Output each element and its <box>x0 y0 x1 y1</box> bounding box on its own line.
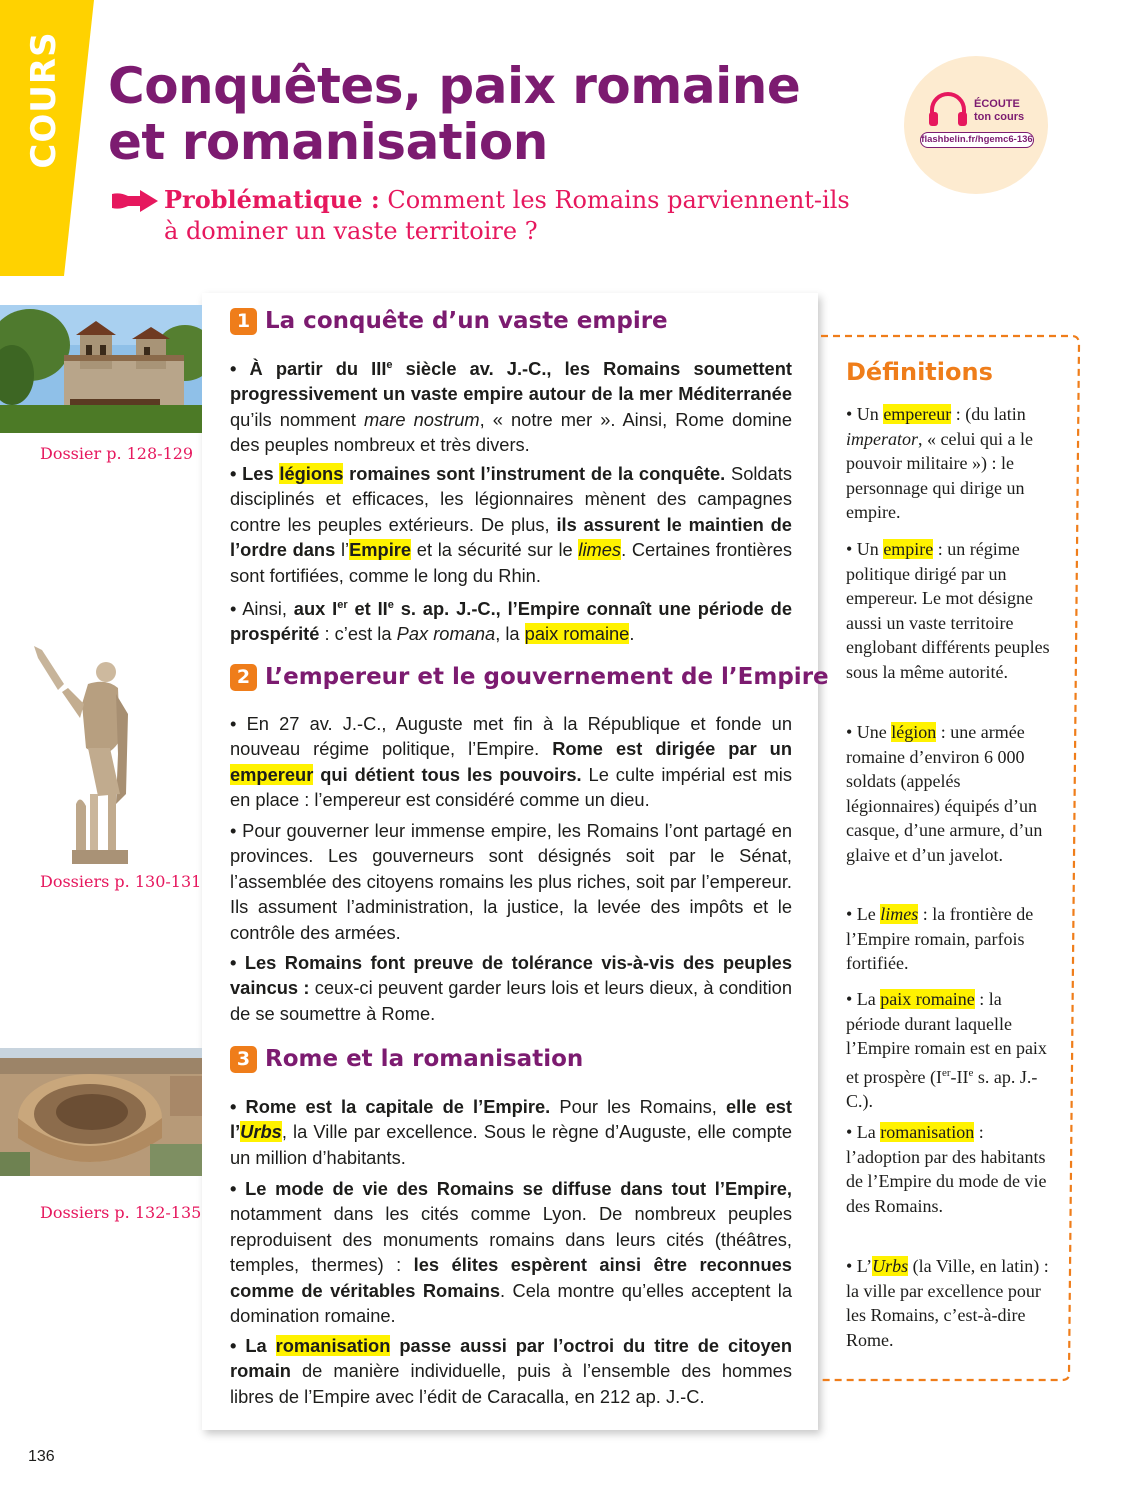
definition-empereur: • Un empereur : (du latin imperator, « celui qui a le pouvoir militaire ») : le personnage qui dirige un empire. <box>846 404 1033 523</box>
definition-urbs: • L’Urbs (la Ville, en latin) : la ville par excellence pour les Romains, c’est-à-dire Rome. <box>846 1256 1049 1350</box>
arrow-right-icon <box>112 190 158 212</box>
section-1-paragraph-2: • Les légions romaines sont l’instrument de la conquête. Soldats disciplinés et efficaces, les légionnaires mènent des campagnes contre les peuples extérieurs. De plus, ils assurent le maintien de l’ordre dans l’Empire et la sécurité sur le limes. Certaines frontières sont fortifiées, comme le long du Rhin. <box>230 463 793 586</box>
definition-limes: • Le limes : la frontière de l’Empire romain, parfois fortifiée. <box>846 904 1034 974</box>
colosseum-photo <box>0 1048 202 1176</box>
section-3-paragraph-3: • La romanisation passe aussi par l’octroi du titre de citoyen romain de manière individuelle, puis à l’ensemble des hommes libres de l’Empire avec l’édit de Caracalla, en 212 ap. J.-C. <box>230 1335 792 1407</box>
headphones-icon <box>928 92 968 128</box>
definition-legion: • Une légion : une armée romaine d’environ 6 000 soldats (appelés légionnaires) équipés d’un casque, d’une armure, d’un glaive et d’un javelot. <box>846 722 1043 865</box>
dossier-ref-2[interactable]: Dossiers p. 130-131 <box>40 872 202 891</box>
section-3-heading: 3 Rome et la romanisation <box>230 1046 583 1073</box>
cours-label: COURS <box>24 31 64 169</box>
highlight-romanisation: romanisation <box>275 1335 391 1356</box>
highlight-urbs: Urbs <box>240 1121 282 1143</box>
section-2-paragraph-3: • Les Romains font preuve de tolérance vis-à-vis des peuples vaincus : ceux-ci peuvent garder leurs lois et leurs dieux, à condition de se soumettre à Rome. <box>230 952 793 1024</box>
section-3-paragraph-2: • Le mode de vie des Romains se diffuse dans tout l’Empire, notamment dans les cités comme Lyon. De nombreux peuples reproduisent des monuments romains dans leurs cités (théâtres, temples, thermes) : les élites espèrent ainsi être reconnues comme de véritables Romains. Cela montre qu’elles acceptent la domination romaine. <box>230 1178 792 1327</box>
highlight-legions: légions <box>279 463 344 484</box>
problematique-question-2: à dominer un vaste territoire ? <box>164 217 538 245</box>
section-2-paragraph-2: • Pour gouverner leur immense empire, les Romains l’ont partagé en provinces. Les gouverneurs sont désignés soit par le Sénat, l’assemblée des citoyens romains les plus riches, soit par l’empereur. Ils assument l’administration, la justice, la levée des impôts et le contrôle des armées. <box>230 820 792 943</box>
augustus-statue-photo <box>28 644 128 866</box>
section-number-badge: 1 <box>230 308 257 335</box>
section-number-badge: 3 <box>230 1046 257 1073</box>
section-1-heading: 1 La conquête d’un vaste empire <box>230 308 668 335</box>
highlight-limes: limes <box>578 539 622 561</box>
definition-romanisation: • La romanisation : l’adoption par des habitants de l’Empire du mode de vie des Romains. <box>846 1122 1047 1216</box>
problematique-question-1: Comment les Romains parviennent-ils <box>387 186 850 214</box>
audio-listen-label: ÉCOUTE ton cours <box>974 98 1025 123</box>
highlight-empire: Empire <box>349 539 412 561</box>
section-2-paragraph-1: • En 27 av. J.-C., Auguste met fin à la République et fonde un nouveau régime politique, l’Empire. Rome est dirigée par un empereur qui détient tous les pouvoirs. Le culte impérial est mis en place : l’empereur est considéré comme un dieu. <box>230 713 793 811</box>
audio-badge[interactable] <box>904 56 1048 194</box>
section-1-paragraph-1: • À partir du IIIe siècle av. J.-C., les Romains soumettent progressivement un vaste empire autour de la mer Méditerranée qu’ils nomment mare nostrum, « notre mer ». Ainsi, Rome domine des peuples nombreux et très divers. <box>230 358 792 456</box>
definition-empire: • Un empire : un régime politique dirigé par un empereur. Le mot désigne aussi un vaste territoire englobant différents peuples sous la même autorité. <box>846 539 1050 682</box>
page-number: 136 <box>28 1448 55 1465</box>
section-3-paragraph-1: • Rome est la capitale de l’Empire. Pour les Romains, elle est l’Urbs, la Ville par excellence. Sous le règne d’Auguste, elle compte un million d’habitants. <box>230 1096 792 1168</box>
roman-fort-photo <box>0 305 202 433</box>
highlight-paix-romaine: paix romaine <box>524 623 630 645</box>
section-number-badge: 2 <box>230 664 257 691</box>
audio-url-link[interactable]: flashbelin.fr/hgemc6-136 <box>920 132 1034 148</box>
definition-paix-romaine: • La paix romaine : la période durant laquelle l’Empire romain est en paix et prospère (Ier-IIe s. ap. J.-C.). <box>846 989 1047 1112</box>
problematique-label: Problématique : <box>164 185 380 214</box>
section-2-heading: 2 L’empereur et le gouvernement de l’Empire <box>230 664 829 691</box>
definitions-title: Définitions <box>846 358 993 386</box>
highlight-empereur: empereur <box>230 763 314 785</box>
dossier-ref-3[interactable]: Dossiers p. 132-135 <box>40 1203 202 1222</box>
dossier-ref-1[interactable]: Dossier p. 128-129 <box>40 444 194 463</box>
section-1-paragraph-3: • Ainsi, aux Ier et IIe s. ap. J.-C., l’Empire connaît une période de prospérité : c’est la Pax romana, la paix romaine. <box>230 598 792 645</box>
page-title: Conquêtes, paix romaine et romanisation <box>108 57 801 171</box>
